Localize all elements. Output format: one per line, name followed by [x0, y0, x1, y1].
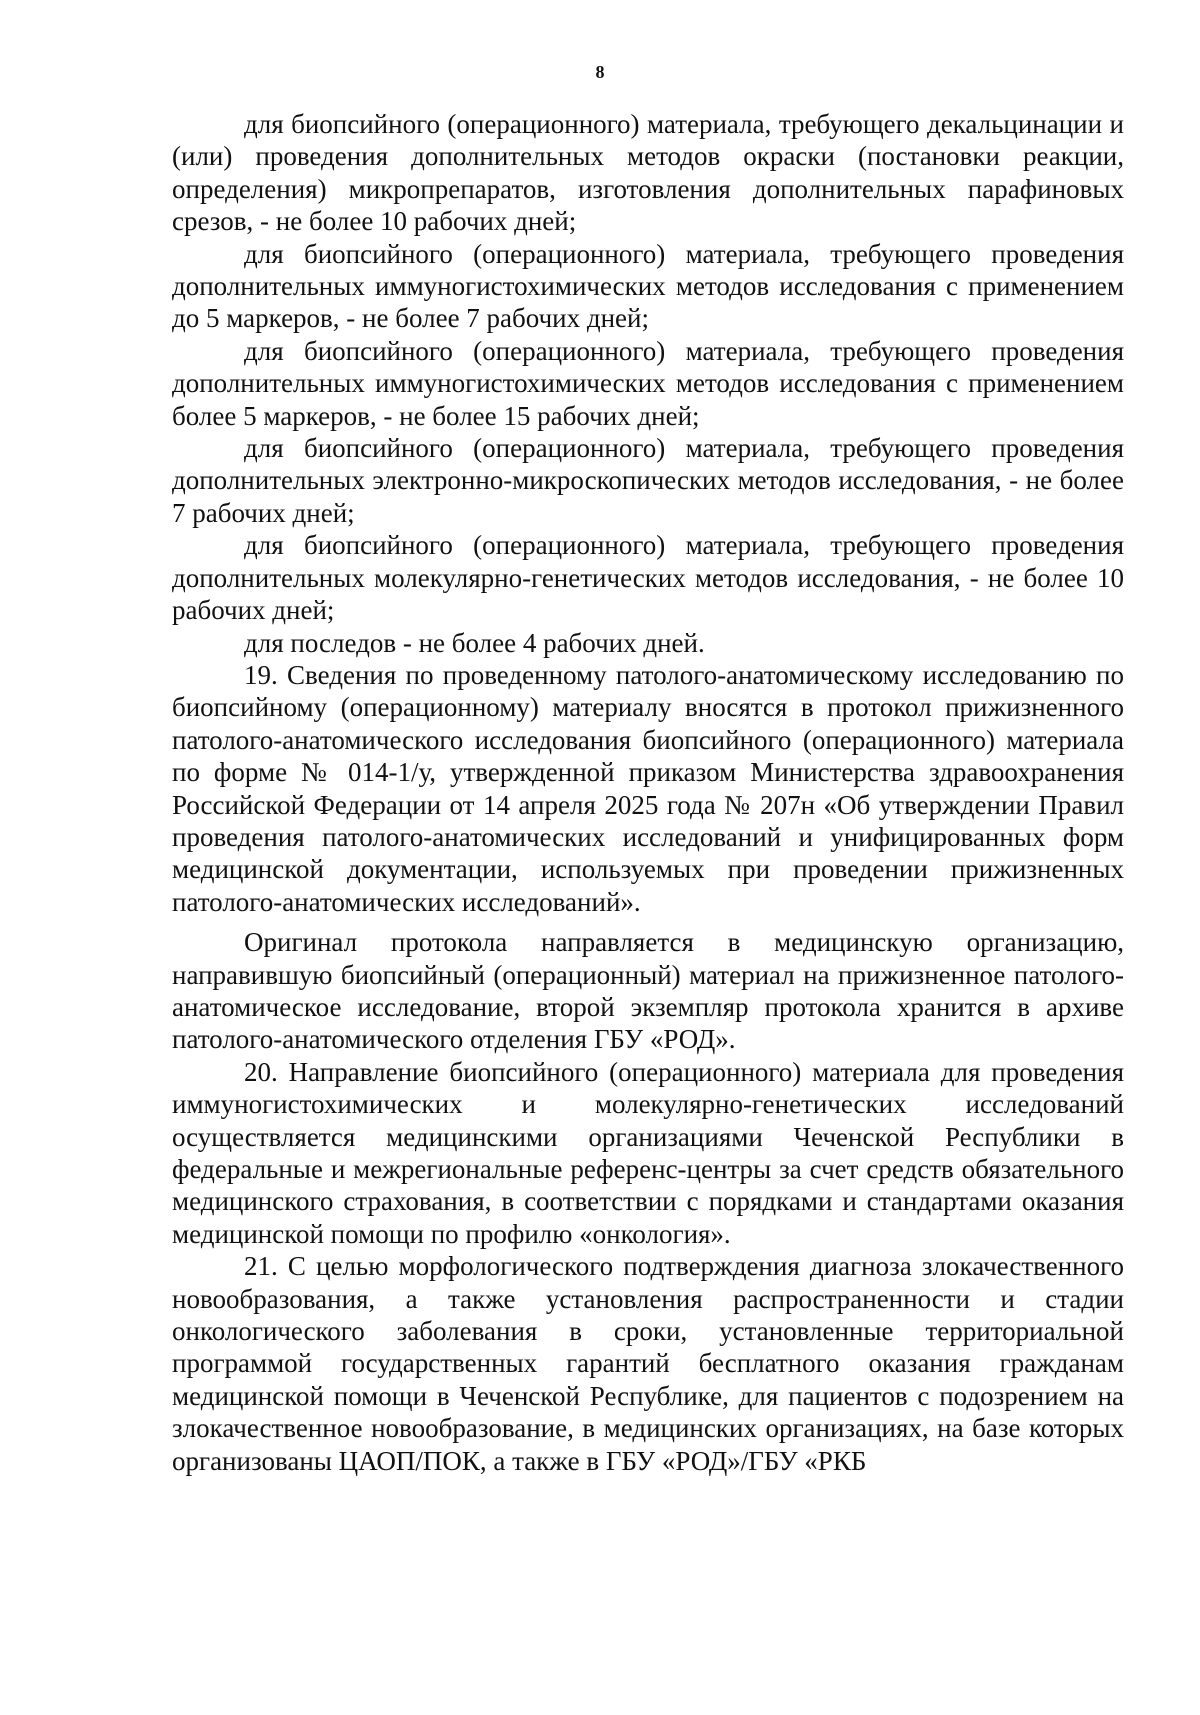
- paragraph-decalcination: для биопсийного (операционного) материала, требующего декальцинации и (или) проведения дополнительных методов окраски (постановки реакции, определения) микропрепаратов, изготовления дополнительных парафиновых срезов, - не более 10 рабочих дней;: [172, 109, 1124, 237]
- paragraph-ihc-up-to-5: для биопсийного (операционного) материала, требующего проведения дополнительных иммуногистохимических методов исследования с применением до 5 маркеров, - не более 7 рабочих дней;: [172, 238, 1124, 334]
- paragraph-molecular-genetic: для биопсийного (операционного) материала, требующего проведения дополнительных молекулярно-генетических методов исследования, - не более 10 рабочих дней;: [172, 530, 1124, 626]
- paragraph-placenta: для последов - не более 4 рабочих дней.: [244, 627, 705, 658]
- paragraph-electron-microscopy: для биопсийного (операционного) материала, требующего проведения дополнительных электронно-микроскопических методов исследования, - не более 7 рабочих дней;: [172, 433, 1124, 528]
- paragraph-original-protocol: Оригинал протокола направляется в медицинскую организацию, направившую биопсийный (операционный) материал на прижизненное патолого-анатомическое исследование, второй экземпляр протокола хранится в архиве патолого-анатомического отделения ГБУ «РОД».: [172, 927, 1124, 1055]
- page-number: 8: [595, 62, 605, 82]
- paragraph-item-21: 21. С целью морфологического подтверждения диагноза злокачественного новообразования, а также установления распространенности и стадии онкологического заболевания в сроки, установленные территориальной программой государственных гарантий бесплатного оказания гражданам медицинской помощи в Чеченской Республике, для пациентов с подозрением на злокачественное новообразование, в медицинских организациях, на базе которых организованы ЦАОП/ПОК, а также в ГБУ «РОД»/ГБУ «РКБ: [172, 1251, 1124, 1476]
- paragraph-ihc-more-than-5: для биопсийного (операционного) материала, требующего проведения дополнительных иммуногистохимических методов исследования с применением более 5 маркеров, - не более 15 рабочих дней;: [172, 335, 1124, 431]
- document-body: [172, 108, 1124, 1477]
- paragraph-item-20: 20. Направление биопсийного (операционного) материала для проведения иммуногистохимических и молекулярно-генетических исследований осуществляется медицинскими организациями Чеченской Республики в федеральные и межрегиональные референс-центры за счет средств обязательного медицинского страхования, в соответствии с порядками и стандартами оказания медицинской помощи по профилю «онкология».: [172, 1056, 1124, 1249]
- paragraph-item-19: 19. Сведения по проведенному патолого-анатомическому исследованию по биопсийному (операционному) материалу вносятся в протокол прижизненного патолого-анатомического исследования биопсийного (операционного) материала по форме № 014-1/у, утвержденной приказом Министерства здравоохранения Российской Федерации от 14 апреля 2025 года № 207н «Об утверждении Правил проведения патолого-анатомических исследований и унифицированных форм медицинской документации, используемых при проведении прижизненных патолого-анатомических исследований».: [172, 659, 1124, 917]
